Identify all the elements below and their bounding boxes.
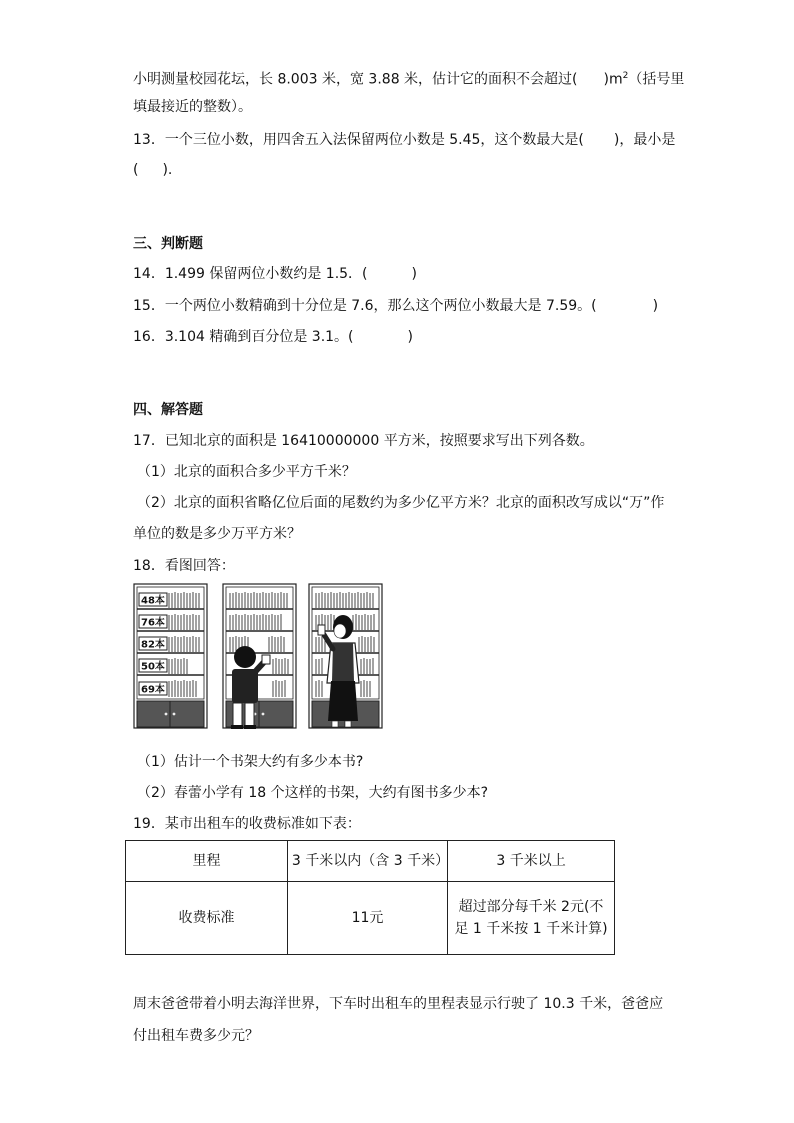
q17-sub2-line1: （2）北京的面积省略亿位后面的尾数约为多少亿平方米？北京的面积改写成以“万”作: [137, 495, 665, 511]
fare-base-price: 11元: [287, 882, 447, 955]
q12-unit: )m: [603, 71, 623, 88]
bookshelf-3: [309, 584, 382, 728]
section-title-solve: 四、解答题: [133, 402, 203, 418]
q13-close-paren: ).: [162, 162, 173, 178]
q14-close: ): [411, 266, 417, 282]
q16-text: 16．3.104 精确到百分位是 3.1。(: [133, 329, 354, 345]
fare-extra-rule-line2: 足 1 千米按 1 千米计算): [454, 921, 608, 937]
shelf-label-2: 76本: [141, 617, 165, 629]
q14-text: 14．1.499 保留两位小数约是 1.5．(: [133, 266, 368, 282]
q15-line: [133, 296, 658, 316]
fare-table: [125, 840, 615, 955]
fare-header-within-3km: 3 千米以内（含 3 千米）: [287, 841, 447, 882]
q17-stem: 17．已知北京的面积是 16410000000 平方米，按照要求写出下列各数。: [133, 433, 594, 449]
q12-line2: 填最接近的整数）。: [133, 99, 252, 115]
fare-table-header-row: [126, 841, 615, 882]
q19-stem: 19．某市出租车的收费标准如下表：: [133, 816, 361, 832]
q13-line2: [133, 160, 172, 180]
bookshelf-2: [223, 584, 296, 729]
q13-mid: )，最小是: [613, 132, 676, 148]
q14-line: [133, 264, 417, 284]
q17-sub1: （1）北京的面积合多少平方千米？: [137, 464, 356, 480]
shelf-label-5: 69本: [141, 684, 165, 696]
q15-text: 15．一个两位小数精确到十分位是 7.6，那么这个两位小数最大是 7.59。(: [133, 298, 597, 314]
q12-text: 小明测量校园花坛，长 8.003 米，宽 3.88 米，估计它的面积不会超过(: [133, 71, 578, 88]
q13-open-paren: (: [133, 162, 139, 178]
fare-extra-rule-line1: 超过部分每千米 2元(不: [458, 899, 604, 915]
q18-sub2: （2）春蕾小学有 18 个这样的书架，大约有图书多少本?: [137, 785, 489, 801]
shelf-label-1: 48本: [141, 595, 165, 607]
fare-table-row: [126, 882, 615, 955]
q15-close: ): [652, 298, 659, 314]
bookshelf-illustration: [133, 583, 383, 731]
section-title-judgement: 三、判断题: [133, 236, 203, 252]
q17-sub2-line2: 单位的数是多少万平方米？: [133, 526, 301, 542]
fare-row-label: 收费标准: [126, 882, 288, 955]
q12-line1: [133, 66, 684, 90]
shelf-label-4: 50本: [141, 661, 165, 673]
q18-sub1: （1）估计一个书架大约有多少本书?: [137, 754, 364, 770]
fare-header-over-3km: 3 千米以上: [448, 841, 615, 882]
q19-question-line1: 周末爸爸带着小明去海洋世界，下车时出租车的里程表显示行驶了 10.3 千米，爸爸应: [133, 996, 664, 1012]
q16-line: [133, 327, 413, 347]
fare-extra-rule: [448, 882, 615, 955]
q13-line1: [133, 130, 675, 150]
q12-unit-exponent: 2: [622, 71, 629, 81]
q16-close: ): [407, 329, 413, 345]
q13-text: 13．一个三位小数，用四舍五入法保留两位小数是 5.45，这个数最大是(: [133, 132, 584, 148]
shelf-label-3: 82本: [141, 639, 165, 651]
q18-stem: 18．看图回答：: [133, 558, 235, 574]
bookshelf-1: [134, 584, 207, 728]
q19-question-line2: 付出租车费多少元？: [133, 1028, 259, 1044]
q12-note: （括号里: [628, 71, 685, 88]
fare-header-distance: 里程: [126, 841, 288, 882]
